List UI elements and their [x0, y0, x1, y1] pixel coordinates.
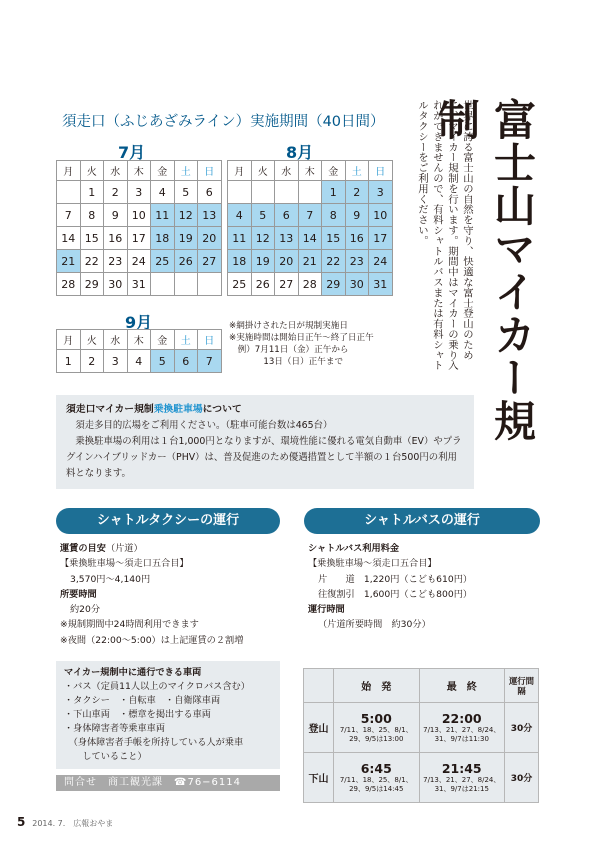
calendar-day: 12	[251, 227, 275, 250]
taxi-fare-note: （片道）	[105, 543, 143, 554]
weekday-header: 土	[174, 161, 198, 181]
calendar-day: 1	[322, 181, 346, 204]
interval: 30分	[505, 703, 539, 753]
publication-info: 2014. 7. 広報おやま	[32, 819, 114, 828]
calendar-day: 15	[322, 227, 346, 250]
taxi-time: 約20分	[70, 604, 101, 616]
calendar-day: 20	[198, 227, 222, 250]
allowed-vehicle-item: していること）	[64, 751, 147, 762]
calendar-day: 26	[174, 250, 198, 273]
calendar-day: 4	[151, 181, 175, 204]
calendar-day: 10	[127, 204, 151, 227]
parking-line-1: 須走多目的広場をご利用ください。（駐車可能台数は465台）	[75, 420, 333, 431]
start-note: 7/11、18、25、8/1、29、9/5は13:00	[339, 726, 413, 743]
calendar-week	[228, 181, 393, 204]
calendar-day: 17	[369, 227, 393, 250]
bus-ops-note: （片道所要時間 約30分）	[318, 619, 431, 631]
start-note: 7/11、18、25、8/1、29、9/5は14:45	[339, 776, 413, 793]
taxi-time-label: 所要時間	[60, 588, 97, 600]
taxi-info	[60, 541, 243, 648]
calendar-day: 2	[345, 181, 369, 204]
calendar-day: 11	[228, 227, 252, 250]
col-start-header: 始 発	[334, 669, 420, 703]
weekday-header: 火	[80, 330, 104, 350]
calendar-week	[228, 204, 393, 227]
bus-info	[308, 541, 472, 633]
calendar-day: 8	[322, 204, 346, 227]
end-time: 21:45	[441, 761, 482, 776]
weekday-header: 土	[345, 161, 369, 181]
calendar-day: 1	[57, 350, 81, 373]
calendar-day: 17	[127, 227, 151, 250]
calendar-day: 11	[151, 204, 175, 227]
calendar-week	[57, 350, 222, 373]
bus-oneway: 片 道 1,220円（こども610円）	[318, 573, 473, 585]
weekday-header: 月	[57, 161, 81, 181]
taxi-fare-label: 運賃の目安	[60, 543, 106, 554]
calendar-day: 6	[275, 204, 299, 227]
end-time: 22:00	[441, 711, 482, 726]
calendar-day: 22	[80, 250, 104, 273]
calendar-day: 13	[275, 227, 299, 250]
calendar-day: 30	[104, 273, 128, 296]
weekday-header: 月	[57, 330, 81, 350]
calendar-week	[57, 273, 222, 296]
bus-ops-label: 運行時間	[308, 604, 345, 616]
weekday-header: 水	[275, 161, 299, 181]
interval: 30分	[505, 753, 539, 803]
calendar-day: 7	[298, 204, 322, 227]
july-title: 7月	[118, 143, 146, 162]
calendar-day: 14	[57, 227, 81, 250]
taxi-fare: 3,570円〜4,140円	[70, 573, 151, 585]
calendar-day: 10	[369, 204, 393, 227]
calendar-day: 28	[57, 273, 81, 296]
weekday-header: 金	[151, 161, 175, 181]
end-note: 7/13、21、27、8/24、31、9/7は21:15	[423, 776, 501, 793]
calendar-day: 8	[80, 204, 104, 227]
bus-roundtrip: 往復割引 1,600円（こども800円）	[318, 588, 473, 600]
calendar-day: 6	[198, 181, 222, 204]
calendar-empty	[57, 181, 81, 204]
calendar-day: 29	[80, 273, 104, 296]
calendar-week	[228, 273, 393, 296]
calendar-day: 23	[104, 250, 128, 273]
calendar-day: 6	[174, 350, 198, 373]
end-note: 7/13、21、27、8/24、31、9/7は11:30	[423, 726, 501, 743]
calendar-week	[57, 227, 222, 250]
note-line: ※網掛けされた日が規制実施日	[229, 321, 348, 331]
calendar-day: 31	[127, 273, 151, 296]
weekday-header: 日	[198, 161, 222, 181]
allowed-vehicle-item: ・身体障害者等乗車車両	[64, 723, 166, 734]
allowed-vehicles-heading: マイカー規制中に通行できる車両	[64, 667, 202, 678]
weekday-header: 金	[322, 161, 346, 181]
weekday-header: 木	[298, 161, 322, 181]
calendar-day: 7	[198, 350, 222, 373]
col-interval-header: 運行間隔	[505, 669, 539, 703]
calendar-empty	[251, 181, 275, 204]
weekday-header: 日	[369, 161, 393, 181]
taxi-header: シャトルタクシーの運行	[56, 508, 280, 534]
weekday-header: 水	[104, 161, 128, 181]
allowed-vehicles-panel	[56, 661, 280, 769]
calendar-week	[228, 227, 393, 250]
bus-fare-label: シャトルバス利用料金	[308, 543, 400, 554]
calendar-day: 25	[228, 273, 252, 296]
note-line: ※実施時間は開始日正午〜終了日正午	[229, 333, 374, 343]
calendar-day: 31	[369, 273, 393, 296]
calendar-day: 5	[174, 181, 198, 204]
calendar-empty	[298, 181, 322, 204]
calendar-day: 27	[198, 250, 222, 273]
calendar-day: 24	[369, 250, 393, 273]
calendar-week	[57, 204, 222, 227]
calendar-day: 29	[322, 273, 346, 296]
taxi-route: 【乗換駐車場〜須走口五合目】	[60, 558, 189, 570]
taxi-note-1: ※規制期間中24時間利用できます	[60, 619, 199, 631]
allowed-vehicle-item: ・タクシー ・自転車 ・自衛隊車両	[64, 695, 221, 706]
row-label: 登山	[304, 703, 334, 753]
calendar-week	[57, 250, 222, 273]
august-title: 8月	[286, 143, 314, 162]
weekday-header: 日	[198, 330, 222, 350]
note-line: 例）7月11日（金）正午から	[229, 345, 349, 355]
july-calendar	[56, 160, 222, 296]
row-label: 下山	[304, 753, 334, 803]
calendar-day: 26	[251, 273, 275, 296]
calendar-day: 19	[251, 250, 275, 273]
allowed-vehicle-item: （身体障害者手帳を所持している人が乗車	[64, 737, 244, 748]
calendar-day: 20	[275, 250, 299, 273]
calendar-day: 18	[151, 227, 175, 250]
calendar-day: 12	[174, 204, 198, 227]
allowed-vehicle-item: ・バス（定員11人以上のマイクロバス含む）	[64, 681, 250, 692]
calendar-day: 15	[80, 227, 104, 250]
calendar-week	[228, 250, 393, 273]
calendar-day: 16	[104, 227, 128, 250]
weekday-header: 土	[174, 330, 198, 350]
calendar-day: 7	[57, 204, 81, 227]
note-line: 13日（日）正午まで	[229, 357, 344, 367]
calendar-day: 16	[345, 227, 369, 250]
calendar-day: 3	[104, 350, 128, 373]
calendar-notes	[229, 320, 374, 368]
weekday-header: 水	[104, 330, 128, 350]
bus-header: シャトルバスの運行	[304, 508, 540, 534]
september-title: 9月	[125, 313, 153, 332]
contact-bar: 問合せ 商工観光課 ☎76−6114	[56, 775, 280, 791]
calendar-day: 14	[298, 227, 322, 250]
calendar-day: 21	[298, 250, 322, 273]
start-time: 6:45	[360, 761, 392, 776]
calendar-day: 2	[104, 181, 128, 204]
period-title: 須走口（ふじあざみライン）実施期間（40日間）	[62, 114, 385, 130]
calendar-empty	[275, 181, 299, 204]
calendar-day: 28	[298, 273, 322, 296]
calendar-day: 4	[127, 350, 151, 373]
calendar-day: 5	[251, 204, 275, 227]
calendar-day: 30	[345, 273, 369, 296]
main-title: 富士山マイカー規制	[432, 98, 537, 442]
weekday-header: 木	[127, 161, 151, 181]
calendar-day: 9	[104, 204, 128, 227]
bus-timetable	[303, 668, 539, 803]
calendar-day: 21	[57, 250, 81, 273]
parking-line-2: 乗換駐車場の利用は１台1,000円となりますが、環境性能に優れる電気自動車（EV）やプラグインハイブリッドカー（PHV）は、普及促進のため優遇措置として半額の１台500円の利用料となります。	[66, 436, 462, 479]
calendar-day: 19	[174, 227, 198, 250]
calendar-day: 4	[228, 204, 252, 227]
col-end-header: 最 終	[419, 669, 505, 703]
allowed-vehicle-item: ・下山車両 ・標章を掲出する車両	[64, 709, 211, 720]
parking-panel	[56, 395, 474, 489]
page-number: 5	[17, 815, 26, 829]
weekday-header: 月	[228, 161, 252, 181]
table-row	[304, 703, 539, 753]
calendar-day: 24	[127, 250, 151, 273]
calendar-day: 9	[345, 204, 369, 227]
calendar-day: 13	[198, 204, 222, 227]
september-calendar	[56, 329, 222, 373]
start-time: 5:00	[360, 711, 392, 726]
weekday-header: 木	[127, 330, 151, 350]
calendar-day: 1	[80, 181, 104, 204]
intro-text: 世界に誇る富士山の自然を守り、快適な富士登山のために、マイカー規制を行います。期間中はマイカーの乗り入れができませんので、有料シャトルバスまたは有料シャトルタクシーをご利用ください。	[416, 100, 473, 371]
bus-route: 【乗換駐車場〜須走口五合目】	[308, 558, 437, 570]
calendar-day: 23	[345, 250, 369, 273]
table-row	[304, 753, 539, 803]
calendar-week	[57, 181, 222, 204]
calendar-empty	[174, 273, 198, 296]
calendar-day: 3	[127, 181, 151, 204]
calendar-day: 22	[322, 250, 346, 273]
footer	[17, 815, 113, 829]
calendar-day: 18	[228, 250, 252, 273]
weekday-header: 火	[80, 161, 104, 181]
august-calendar	[227, 160, 393, 296]
calendar-day: 2	[80, 350, 104, 373]
calendar-day: 3	[369, 181, 393, 204]
calendar-day: 5	[151, 350, 175, 373]
weekday-header: 火	[251, 161, 275, 181]
weekday-header: 金	[151, 330, 175, 350]
calendar-empty	[151, 273, 175, 296]
calendar-empty	[198, 273, 222, 296]
parking-heading: 須走口マイカー規制乗換駐車場について	[66, 404, 242, 415]
taxi-note-2: ※夜間（22:00〜5:00）は上記運賃の２割増	[60, 634, 244, 646]
calendar-empty	[228, 181, 252, 204]
calendar-day: 25	[151, 250, 175, 273]
calendar-day: 27	[275, 273, 299, 296]
